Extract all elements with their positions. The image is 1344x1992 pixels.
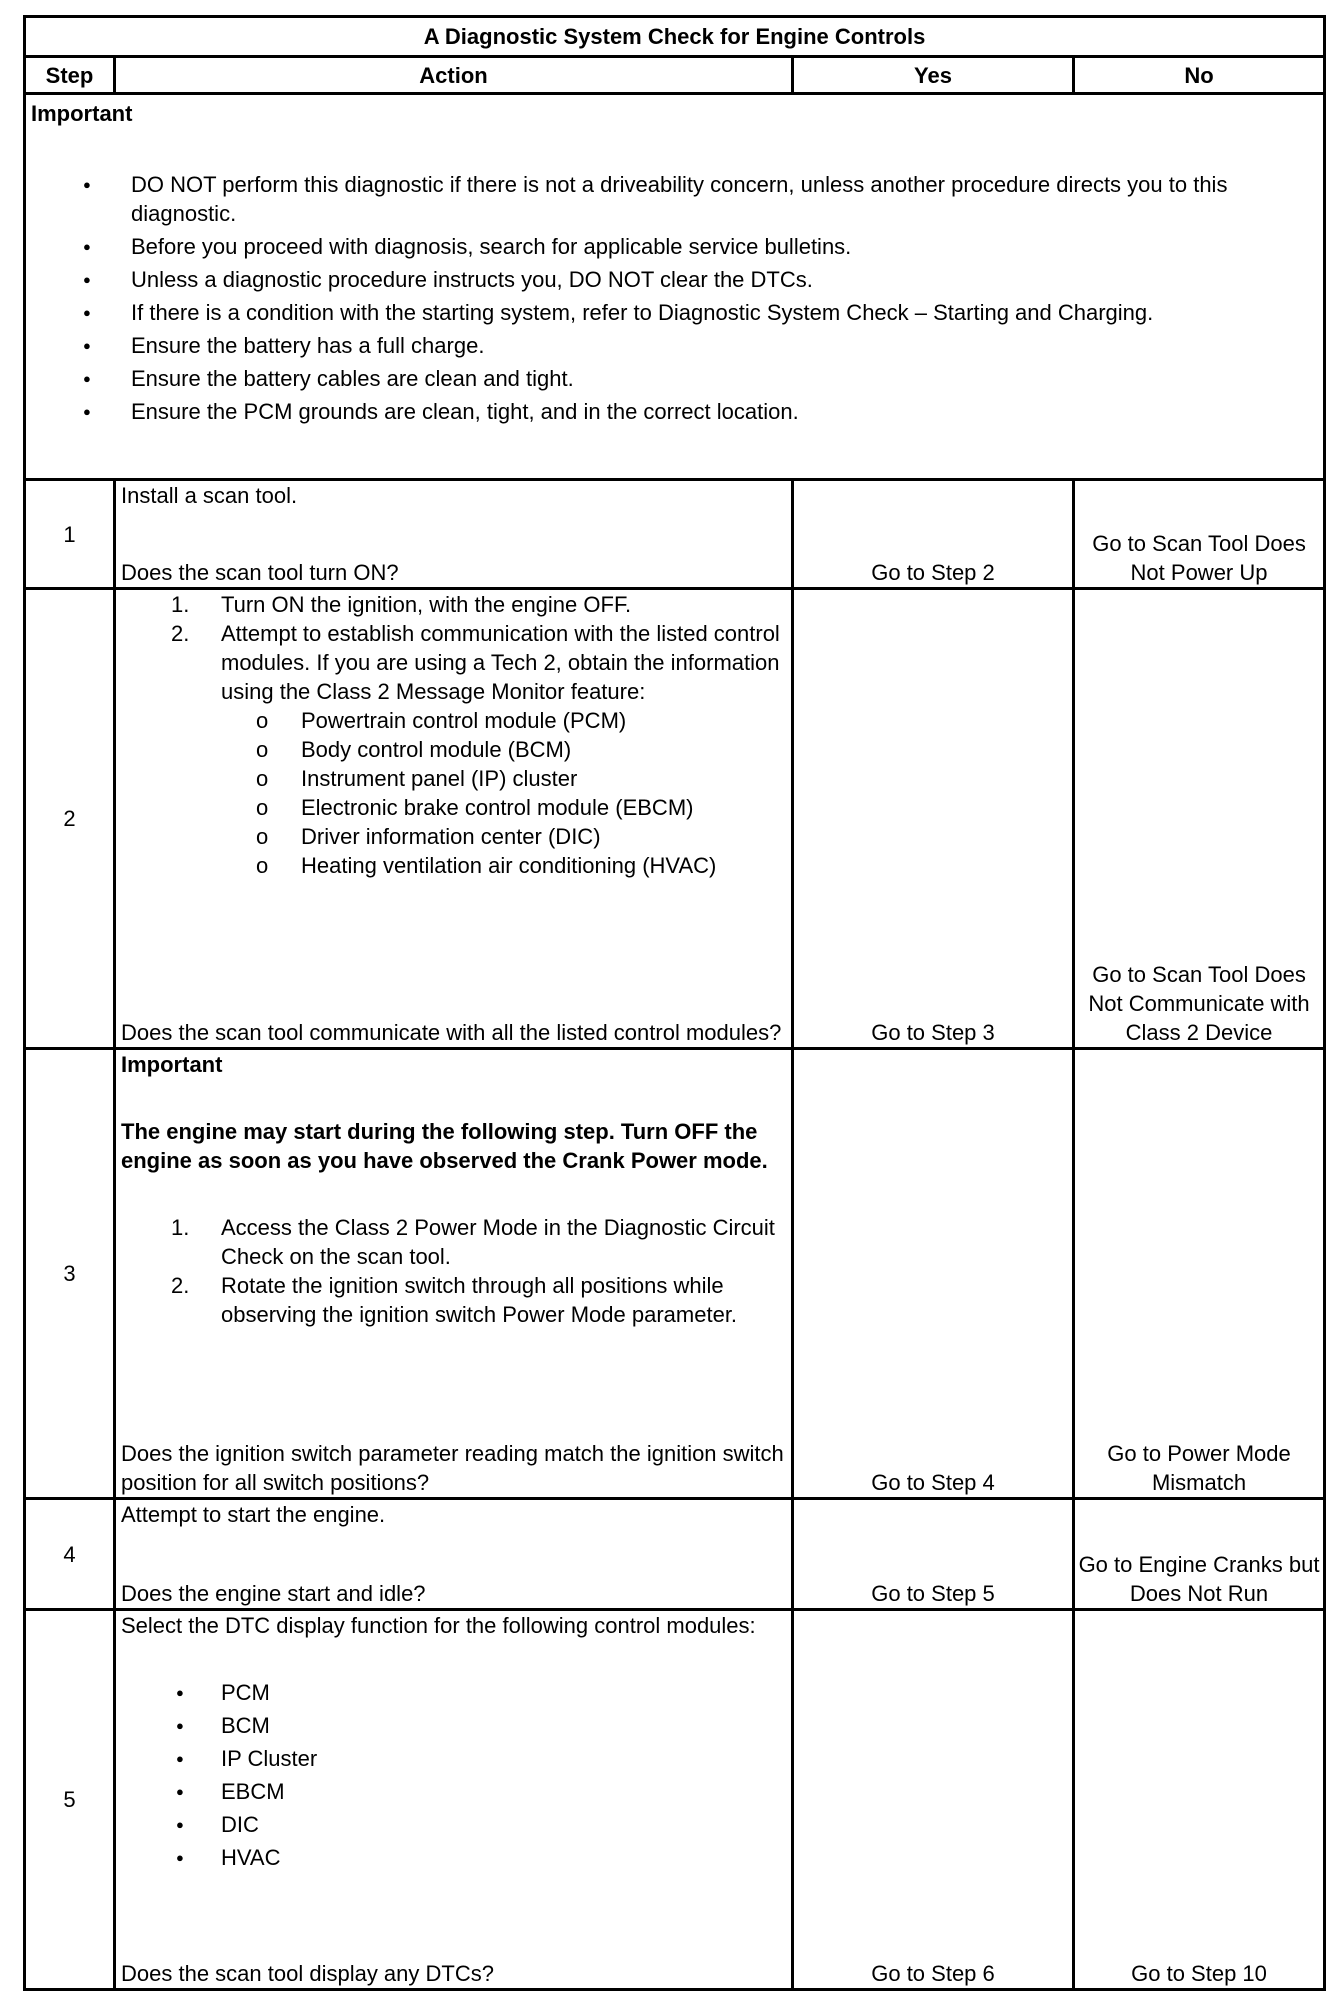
step-number: 1 [25,480,115,589]
important-label: Important [31,101,133,126]
item-number: 2. [171,1273,190,1298]
item-text: Attempt to establish communication with the listed control modules. If you are using a Tech 2, obtain the information using the Class 2 Message Monitor feature: [221,621,780,704]
yes-answer: Go to Step 5 [793,1499,1074,1610]
no-answer: Go to Step 10 [1074,1610,1325,1990]
module-list [121,706,786,880]
table-row [25,1499,1325,1610]
yes-answer: Go to Step 3 [793,589,1074,1049]
item-number: 2. [171,621,190,646]
table-row [25,480,1325,589]
bullet-item: ● Ensure the PCM grounds are clean, tight, and in the correct location. [31,397,1318,426]
list-item [121,619,786,880]
module-item: o Instrument panel (IP) cluster [201,764,786,793]
question-text: Does the scan tool turn ON? [121,560,399,585]
question-text: Does the scan tool communicate with all the listed control modules? [121,1020,782,1045]
list-item [121,590,786,619]
bullet-item: ● EBCM [121,1777,786,1806]
item-number: 1. [171,1215,190,1240]
header-yes: Yes [793,57,1074,94]
bullet-item: ● BCM [121,1711,786,1740]
numbered-list [121,590,786,880]
action-text: Select the DTC display function for the following control modules: [121,1613,756,1638]
important-bullets [31,170,1318,426]
important-label: Important [121,1052,223,1077]
no-answer: Go to Power Mode Mismatch [1074,1049,1325,1499]
bullet-item: ● PCM [121,1678,786,1707]
bullet-item: ● Unless a diagnostic procedure instructs you, DO NOT clear the DTCs. [31,265,1318,294]
question-text: Does the scan tool display any DTCs? [121,1961,494,1986]
action-text: Install a scan tool. [121,483,298,508]
header-no: No [1074,57,1325,94]
bullet-item: ● Ensure the battery has a full charge. [31,331,1318,360]
module-bullets [121,1678,786,1872]
table-row [25,589,1325,1049]
module-item: o Electronic brake control module (EBCM) [201,793,786,822]
yes-answer: Go to Step 4 [793,1049,1074,1499]
table-row [25,1049,1325,1499]
warning-text: The engine may start during the following step. Turn OFF the engine as soon as you have observed the Crank Power mode. [121,1119,768,1173]
action-text: Attempt to start the engine. [121,1502,386,1527]
list-item [121,1213,786,1271]
item-text: Access the Class 2 Power Mode in the Diagnostic Circuit Check on the scan tool. [221,1215,775,1269]
header-action: Action [115,57,793,94]
table-row [25,1610,1325,1990]
diagnostic-table [23,15,1326,1991]
module-item: o Body control module (BCM) [201,735,786,764]
module-item: o Powertrain control module (PCM) [201,706,786,735]
table-title: A Diagnostic System Check for Engine Controls [25,17,1325,57]
module-item: o Driver information center (DIC) [201,822,786,851]
no-answer: Go to Scan Tool Does Not Communicate with Class 2 Device [1074,589,1325,1049]
question-text: Does the engine start and idle? [121,1581,426,1606]
bullet-item: ● DIC [121,1810,786,1839]
step-number: 4 [25,1499,115,1610]
bullet-item: ● Ensure the battery cables are clean and tight. [31,364,1318,393]
item-text: Turn ON the ignition, with the engine OFF. [221,592,632,617]
list-item [121,1271,786,1329]
step-number: 3 [25,1049,115,1499]
bullet-item: ● DO NOT perform this diagnostic if there is not a driveability concern, unless another procedure directs you to this diagnostic. [31,170,1318,228]
bullet-item: ● HVAC [121,1843,786,1872]
item-number: 1. [171,592,190,617]
step-number: 2 [25,589,115,1049]
no-answer: Go to Scan Tool Does Not Power Up [1074,480,1325,589]
item-text: Rotate the ignition switch through all positions while observing the ignition switch Power Mode parameter. [221,1273,738,1327]
bullet-item: ● If there is a condition with the starting system, refer to Diagnostic System Check – Starting and Charging. [31,298,1318,327]
question-text: Does the ignition switch parameter reading match the ignition switch position for all switch positions? [121,1441,784,1495]
numbered-list [121,1213,786,1329]
module-item: o Heating ventilation air conditioning (HVAC) [201,851,786,880]
important-row [25,94,1325,480]
header-step: Step [25,57,115,94]
no-answer: Go to Engine Cranks but Does Not Run [1074,1499,1325,1610]
bullet-item: ● IP Cluster [121,1744,786,1773]
bullet-item: ● Before you proceed with diagnosis, search for applicable service bulletins. [31,232,1318,261]
yes-answer: Go to Step 6 [793,1610,1074,1990]
step-number: 5 [25,1610,115,1990]
yes-answer: Go to Step 2 [793,480,1074,589]
